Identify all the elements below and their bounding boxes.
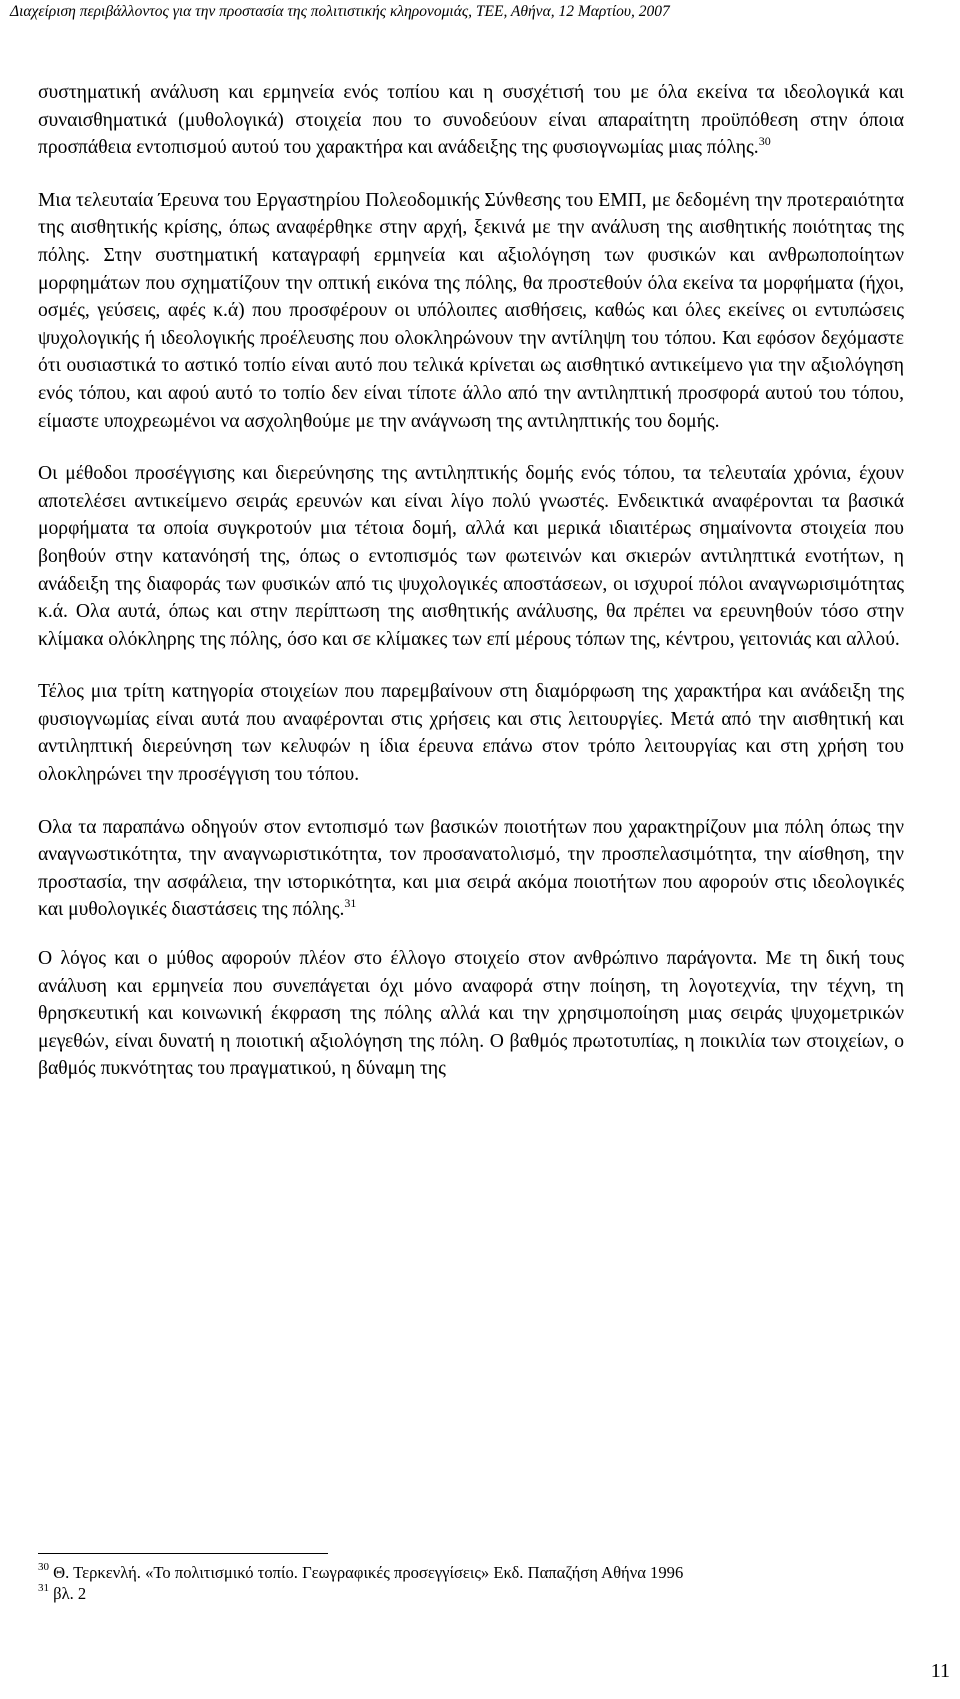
paragraph-text: Μια τελευταία Έρευνα του Εργαστηρίου Πολεοδομικής Σύνθεσης του ΕΜΠ, με δεδομένη την προτεραιότητα της αισθητικής κρίσης, όπως αναφέρθηκε στην αρχή, ξεκινά με την ανάλυση της αισθητικής ποιότητας της πόλης. Στην συστηματική καταγραφή ερμηνεία και αξιολόγηση των φυσικών και ανθρωποποίητων μορφημάτων που σχηματίζουν την οπτική εικόνα της πόλης, θα προστεθούν όλα εκείνα τα μορφήματα (ήχοι, οσμές, γεύσεις, αφές κ.ά) που προσφέρουν οι υπόλοιπες αισθήσεις, καθώς και όλες εκείνες οι εντυπώσεις ψυχολογικής ή ιδεολογικής προέλευσης που ολοκληρώνουν την αντίληψη του τόπου. Και εφόσον δεχόμαστε ότι ουσιαστικά το αστικό τοπίο είναι αυτό που τελικά κρίνεται ως αισθητικό αντικείμενο για την αξιολόγηση ενός τόπου, και αφού αυτό το τοπίο δεν είναι τίποτε άλλο από την αντιληπτική προσφορά αυτού του τόπου, είμαστε υποχρεωμένοι να ασχοληθούμε με την ανάγνωση της αντιληπτικής του δομής. — [38, 189, 904, 432]
paragraph-text: Ολα τα παραπάνω οδηγούν στον εντοπισμό των βασικών ποιοτήτων που χαρακτηρίζουν μια πόλη όπως την αναγνωστικότητα, την αναγνωριστικότητα, τον προσανατολισμό, την προσπελασιμότητα, την αίσθηση, την προστασία, την ασφάλεια, την ιστορικότητα, και μια σειρά ακόμα ποιοτήτων που αφορούν στις ιδεολογικές και μυθολογικές διαστάσεις της πόλης. — [38, 816, 904, 921]
footnote — [38, 1583, 904, 1604]
paragraph-text: Ο λόγος και ο μύθος αφορούν πλέον στο έλλογο στοιχείο στον ανθρώπινο παράγοντα. Με τη δική τους ανάλυση και ερμηνεία που συνεπάγεται όχι μόνο αναφορά στην ποίηση, τη λογοτεχνία, την τέχνη, τη θρησκευτική και κοινωνική έκφραση της πόλης αλλά και την χρησιμοποίηση μιας σειράς ψυχομετρικών μεγεθών, είναι δυνατή η ποιοτική αξιολόγηση της πόλη. Ο βαθμός πρωτοτυπίας, η ποικιλία των στοιχείων, ο βαθμός πυκνότητας του πραγματικού, η δύναμη της — [38, 948, 904, 1080]
footnote — [38, 1562, 904, 1583]
paragraph — [38, 187, 904, 435]
running-header: Διαχείριση περιβάλλοντος για την προστασία της πολιτιστικής κληρονομιάς, ΤΕΕ, Αθήνα, 12 Μαρτίου, 2007 — [10, 3, 670, 20]
paragraph — [38, 814, 904, 924]
footnote-reference: 31 — [344, 895, 357, 910]
paragraph-text: Τέλος μια τρίτη κατηγορία στοιχείων που παρεμβαίνουν στη διαμόρφωση της χαρακτήρα και ανάδειξη της φυσιογνωμίας είναι αυτά που αναφέρονται στις χρήσεις και στις λειτουργίες. Μετά από την αισθητική και αντιληπτική διερεύνηση των κελυφών η ίδια έρευνα επάνω στον τρόπο λειτουργίας και στη χρήση του ολοκληρώνει την προσέγγιση του τόπου. — [38, 681, 904, 786]
paragraph — [38, 945, 904, 1083]
footnote-number: 30 — [38, 1561, 49, 1574]
footnote-number: 31 — [38, 1582, 49, 1595]
paragraph — [38, 79, 904, 162]
paragraph — [38, 460, 904, 653]
paragraph — [38, 678, 904, 788]
footnotes — [38, 1562, 904, 1604]
paragraph-text: συστηματική ανάλυση και ερμηνεία ενός τοπίου και η συσχέτισή του με όλα εκείνα τα ιδεολογικά και συναισθηματικά (μυθολογικά) στοιχεία που το συνοδεύουν είναι απαραίτητη προϋπόθεση στην όποια προσπάθεια εντοπισμού αυτού του χαρακτήρα και ανάδειξης της φυσιογνωμίας μιας πόλης. — [38, 82, 904, 159]
page-number: 11 — [930, 1660, 950, 1682]
footnote-divider — [38, 1553, 328, 1554]
footnote-text: Θ. Τερκενλή. «Το πολιτισμικό τοπίο. Γεωγραφικές προσεγγίσεις» Εκδ. Παπαζήση Αθήνα 1996 — [49, 1563, 684, 1582]
paragraph-text: Οι μέθοδοι προσέγγισης και διερεύνησης της αντιληπτικής δομής ενός τόπου, τα τελευταία χρόνια, έχουν αποτελέσει αντικείμενο σειράς ερευνών και είναι λίγο πολύ γνωστές. Ενδεικτικά αναφέρονται τα βασικά μορφήματα τα οποία συγκροτούν μια τέτοια δομή, αλλά και μερικά ιδιαιτέρως σημαίνοντα στοιχεία που βοηθούν στην κατανόησή της, όπως ο εντοπισμός των φωτεινών και σκιερών αντιληπτικά ενοτήτων, η ανάδειξη της διαφοράς των φυσικών από τις ψυχολογικές αποστάσεων, οι ισχυροί πόλοι αναγνωρισιμότητας κ.ά. Ολα αυτά, όπως και στην περίπτωση της αισθητικής ανάλυσης, θα πρέπει να ερευνηθούν τόσο στην κλίμακα ολόκληρης της πόλης, όσο και σε κλίμακες των επί μέρους τόπων της, κέντρου, γειτονιάς και αλλού. — [38, 463, 904, 650]
footnote-text: βλ. 2 — [49, 1584, 87, 1603]
footnote-reference: 30 — [758, 133, 771, 148]
body-text — [38, 79, 904, 1108]
